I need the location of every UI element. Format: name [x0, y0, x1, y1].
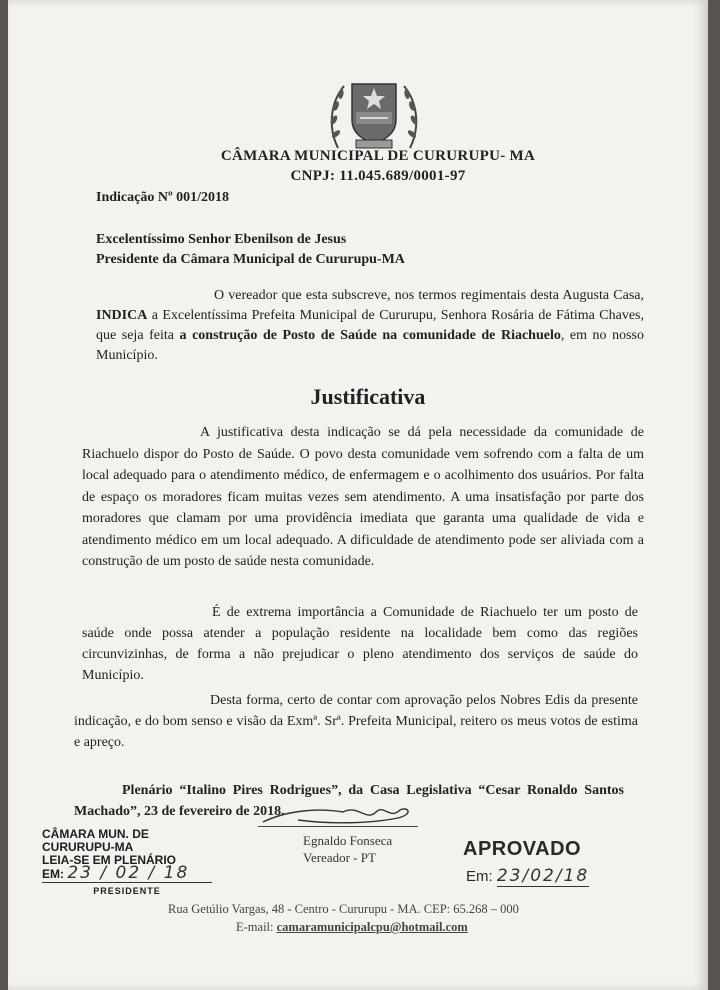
- plenary-stamp-date: 23 / 02 / 18: [67, 863, 190, 883]
- plenary-stamp: [42, 828, 212, 898]
- addressee-title: Presidente da Câmara Municipal de Cururupu-MA: [96, 252, 405, 267]
- addressee-name: Excelentíssimo Senhor Ebenilson de Jesus: [96, 232, 347, 247]
- plenary-stamp-role: PRESIDENTE: [93, 886, 161, 896]
- intro-text-3: , em no nosso Município.: [96, 328, 645, 363]
- approved-date: 23/02/18: [496, 866, 590, 886]
- justification-paragraph-2: É de extrema importância a Comunidade de Riachuelo ter um posto de saúde onde possa atender a população residente na localidade bem como das regiões circunvizinhas, de forma a não prejudicar o pleno atendimento dos serviços de saúde do Município.: [82, 605, 638, 683]
- approved-em-label: Em:: [466, 868, 493, 885]
- justification-paragraph-1: A justificativa desta indicação se dá pela necessidade da comunidade de Riachuelo dispor do Posto de Saúde. O povo desta comunidade vem sofrendo com a falta de um local adequado para o atendimento médico, de enfermagem e o acolhimento dos usuários. Por falta de espaço os moradores ficam muitas vezes sem atendimento. A uma insatisfação por parte dos moradores que clamam por uma providência imediata que garanta uma qualidade de vida e atendimento médico em um local adequado. A dificuldade de atendimento pode ser aliviada com a construção de um posto de saúde nesta comunidade.: [82, 425, 644, 569]
- footer-address: Rua Getúlio Vargas, 48 - Centro - Cururupu - MA. CEP: 65.268 – 000: [168, 902, 519, 916]
- intro-indica: INDICA: [96, 308, 148, 323]
- document-page: [8, 0, 708, 990]
- signature-line: [258, 826, 418, 827]
- footer-email: camaramunicipalcpu@hotmail.com: [276, 920, 468, 934]
- signer-block: [303, 832, 392, 866]
- intro-paragraph: [96, 286, 644, 366]
- footer-email-line: [236, 920, 468, 935]
- justification-title: Justificativa: [310, 384, 426, 409]
- footer-email-label: E-mail:: [236, 920, 277, 934]
- plenary-stamp-em: EM:: [42, 867, 64, 881]
- org-cnpj: CNPJ: 11.045.689/0001-97: [290, 168, 466, 184]
- plenary-stamp-line1: CÂMARA MUN. DE CURURUPU-MA: [42, 827, 149, 854]
- approved-date-line: [466, 866, 589, 886]
- signer-role: Vereador - PT: [303, 850, 376, 865]
- intro-request: a construção de Posto de Saúde na comunidade de Riachuelo: [179, 328, 561, 343]
- plenary-stamp-line2: LEIA-SE EM PLENÁRIO: [42, 853, 177, 867]
- plenary-date-line: Plenário “Italino Pires Rodrigues”, da Casa Legislativa “Cesar Ronaldo Santos Machado”, 23 de fevereiro de 2018.: [74, 783, 624, 819]
- closing-paragraph: Desta forma, certo de contar com aprovação pelos Nobres Edis da presente indicação, e do bom senso e visão da Exmª. Srª. Prefeita Municipal, reitero os meus votos de estima e apreço.: [74, 693, 638, 750]
- indicacao-number: Indicação Nº 001/2018: [96, 190, 229, 205]
- intro-text-1: O vereador que esta subscreve, nos termos regimentais desta Augusta Casa,: [214, 288, 644, 303]
- municipal-crest-icon: [326, 78, 422, 154]
- signer-name: Egnaldo Fonseca: [303, 833, 393, 848]
- org-name: CÂMARA MUNICIPAL DE CURURUPU- MA: [220, 148, 536, 164]
- intro-text-2: a Excelentíssima Prefeita Municipal de Cururupu, Senhora Rosária de Fátima Chaves, que seja feita: [96, 308, 644, 343]
- approved-stamp: APROVADO: [463, 838, 582, 860]
